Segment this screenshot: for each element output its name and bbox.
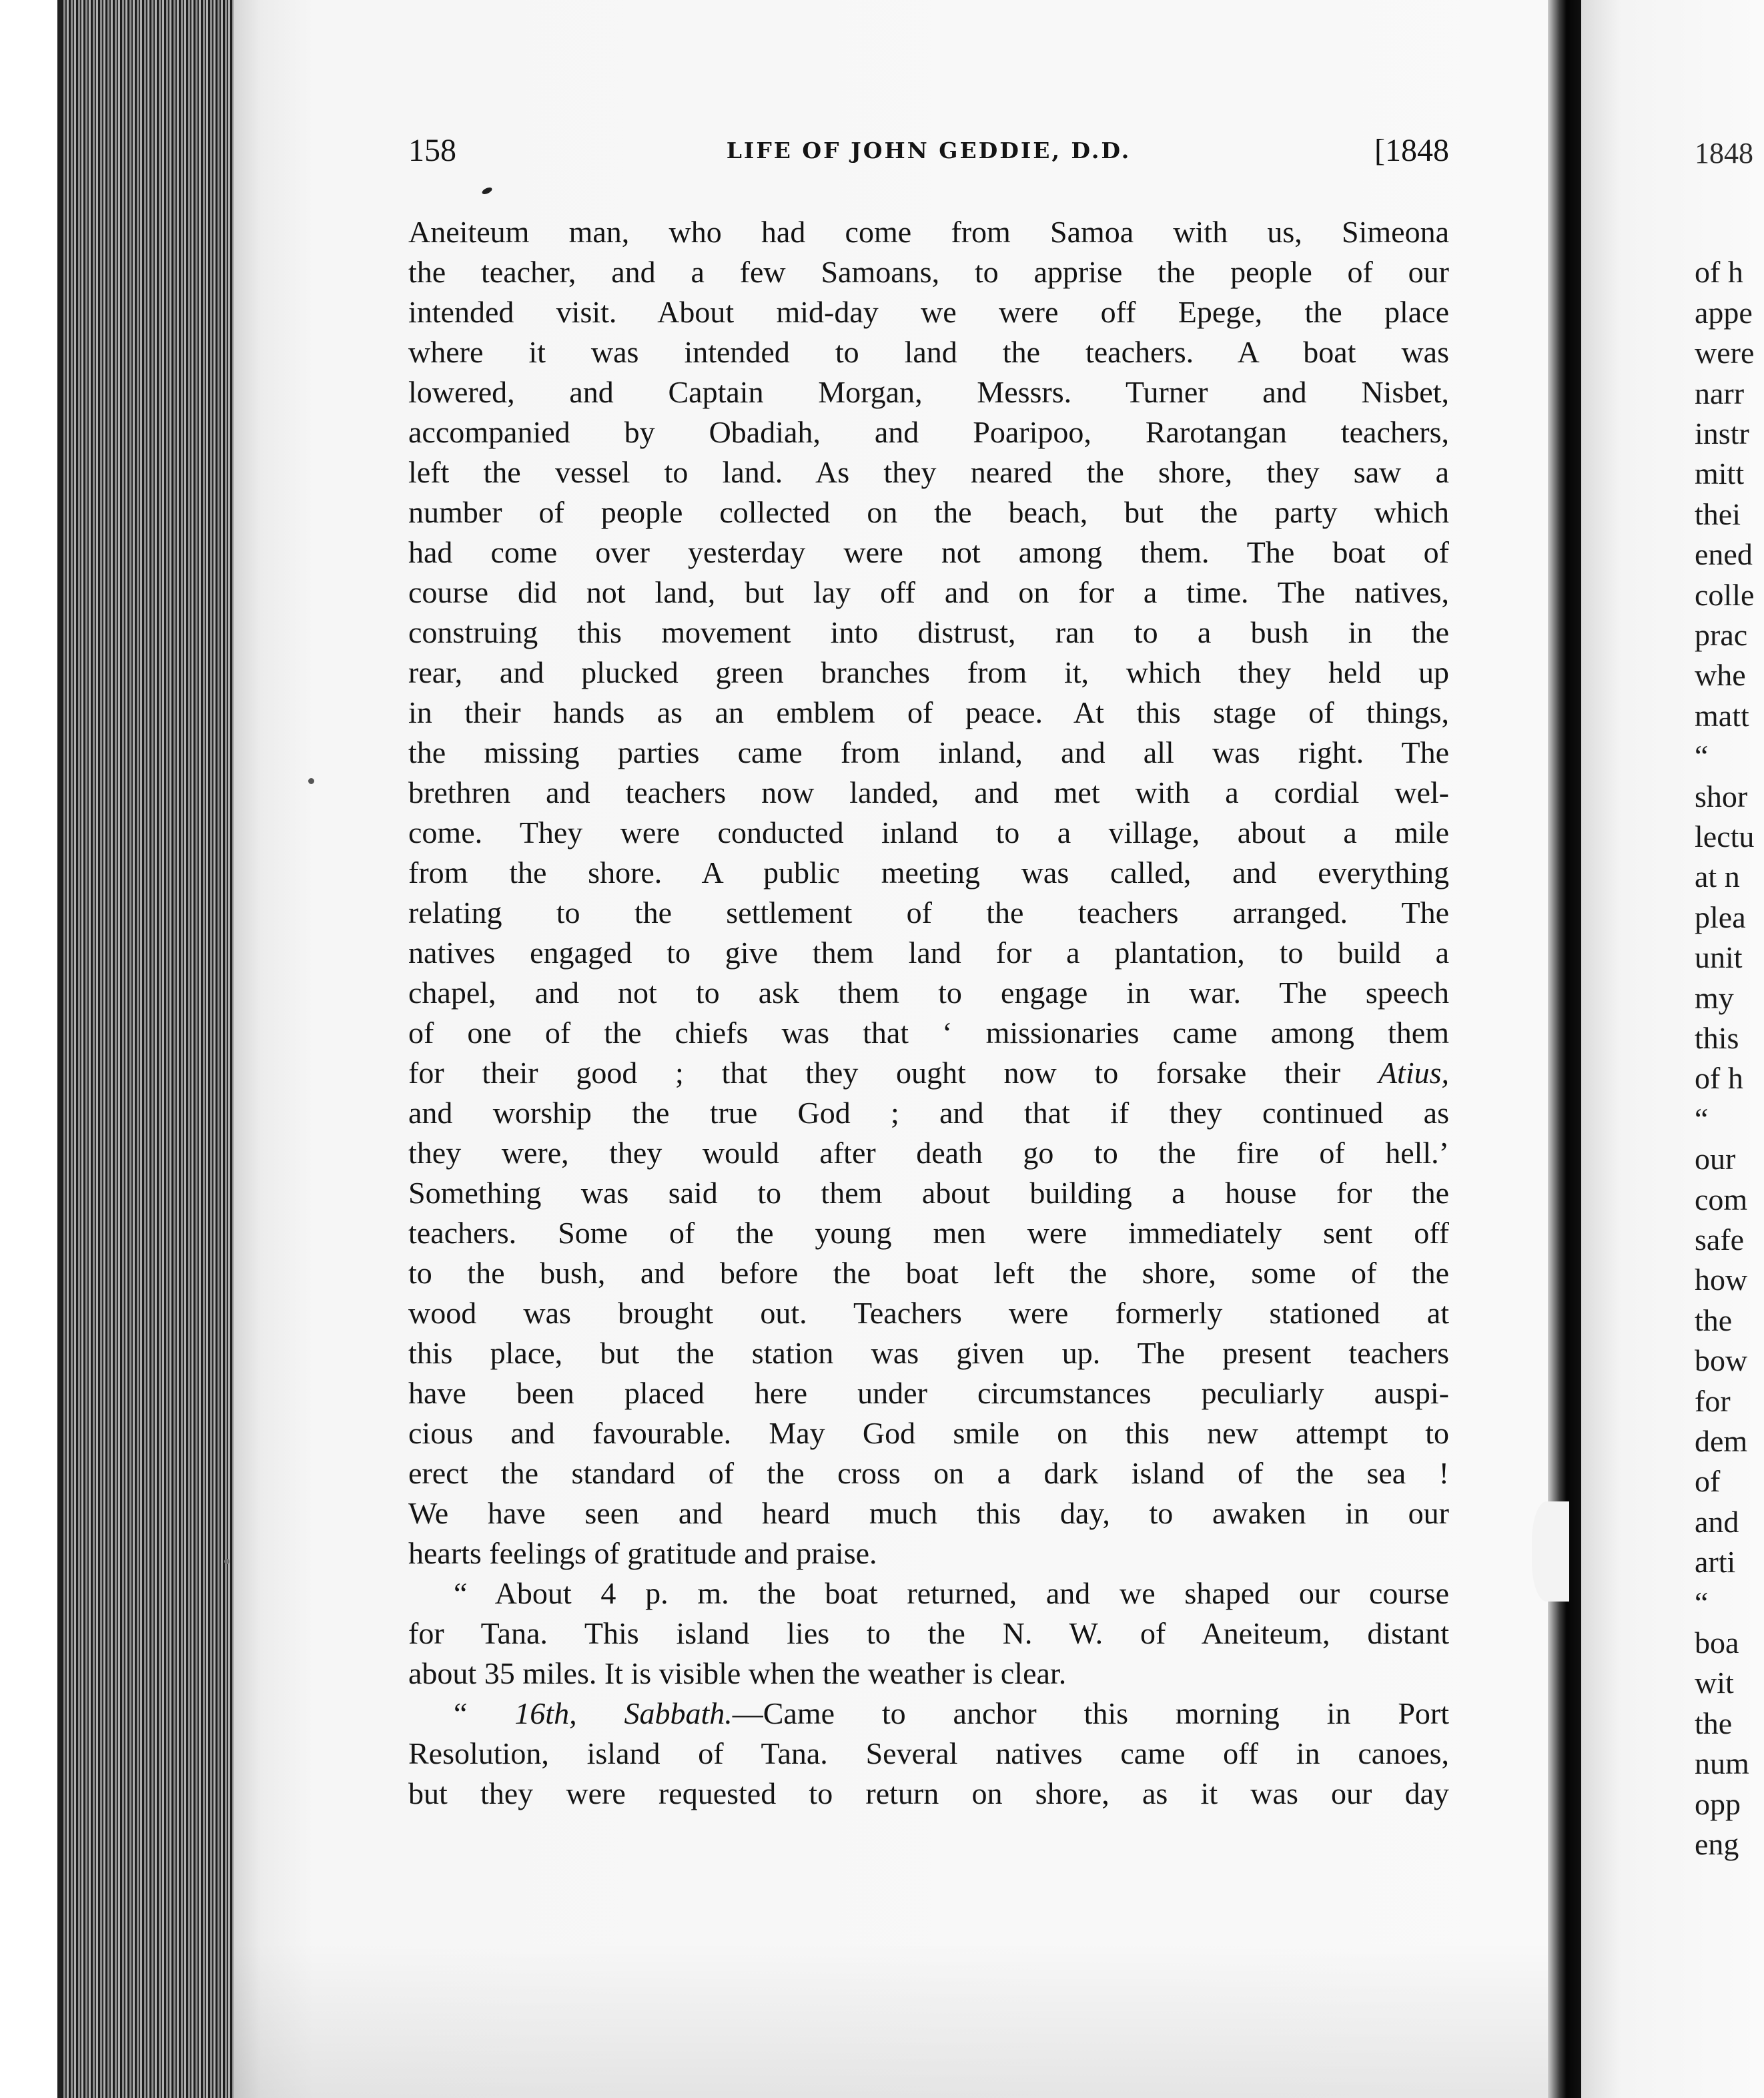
text-line: where it was intended to land the teachers. A boat was bbox=[408, 335, 1449, 369]
margin-speck bbox=[224, 1559, 230, 1564]
text-line bbox=[408, 1694, 1449, 1734]
right-page-year: 1848 bbox=[1695, 137, 1753, 169]
text-line: but they were requested to return on shore, as it was our day bbox=[408, 1776, 1449, 1810]
text-line: Resolution, island of Tana. Several natives came off in canoes, bbox=[408, 1736, 1449, 1770]
right-page-fragment: the bbox=[1695, 1706, 1733, 1740]
text-line bbox=[408, 1053, 1449, 1093]
text-line: had come over yesterday were not among them. The boat of bbox=[408, 535, 1449, 569]
book-page-edges bbox=[61, 0, 234, 2098]
text-line: Something was said to them about building a house for the bbox=[408, 1176, 1449, 1210]
open-quote: “ bbox=[454, 1696, 515, 1730]
right-page-fragment: com bbox=[1695, 1182, 1748, 1216]
text-line: accompanied by Obadiah, and Poaripoo, Rarotangan teachers, bbox=[408, 415, 1449, 449]
right-page-fragment: of bbox=[1695, 1464, 1721, 1499]
right-page-fragment: appe bbox=[1695, 295, 1753, 330]
text-line: hearts feelings of gratitude and praise. bbox=[408, 1536, 877, 1570]
text-line: the teacher, and a few Samoans, to apprise the people of our bbox=[408, 255, 1449, 289]
right-page-fragment: my bbox=[1695, 980, 1734, 1015]
text-line: to the bush, and before the boat left the shore, some of the bbox=[408, 1256, 1449, 1290]
right-page-fragments bbox=[1695, 0, 1764, 2098]
right-page-fragment: safe bbox=[1695, 1222, 1745, 1257]
right-page-fragment: num bbox=[1695, 1746, 1749, 1781]
right-page-fragment: colle bbox=[1695, 577, 1755, 612]
text-line: this place, but the station was given up. The present teachers bbox=[408, 1336, 1449, 1370]
right-page-fragment: of h bbox=[1695, 1061, 1743, 1096]
right-page-fragment: narr bbox=[1695, 376, 1745, 410]
text-line: course did not land, but lay off and on for a time. The natives, bbox=[408, 575, 1449, 609]
text-line: relating to the settlement of the teachers arranged. The bbox=[408, 896, 1449, 930]
text-line: they were, they would after death go to the fire of hell.’ bbox=[408, 1136, 1449, 1170]
right-page-fragment: “ bbox=[1695, 1585, 1709, 1620]
text-line: about 35 miles. It is visible when the weather is clear. bbox=[408, 1656, 1067, 1690]
text-line: chapel, and not to ask them to engage in war. The speech bbox=[408, 976, 1449, 1010]
right-page-fragment: plea bbox=[1695, 900, 1746, 934]
right-page-fragment: at n bbox=[1695, 859, 1740, 894]
text-line: We have seen and heard much this day, to awaken in our bbox=[408, 1496, 1449, 1530]
right-page-fragment: ened bbox=[1695, 537, 1753, 572]
right-page-fragment: instr bbox=[1695, 416, 1749, 450]
text-line: number of people collected on the beach, but the party which bbox=[408, 495, 1449, 529]
right-page-fragment: opp bbox=[1695, 1786, 1741, 1821]
page-clip-mark bbox=[1532, 1501, 1569, 1602]
right-page-fragment: how bbox=[1695, 1263, 1748, 1297]
text-line: wood was brought out. Teachers were formerly stationed at bbox=[408, 1296, 1449, 1330]
right-page-fragment: lectu bbox=[1695, 819, 1755, 853]
right-page-fragment: the bbox=[1695, 1303, 1733, 1337]
right-page-fragment: “ bbox=[1695, 739, 1709, 773]
right-page-fragment: wit bbox=[1695, 1666, 1734, 1700]
text-line: intended visit. About mid-day we were off Epege, the place bbox=[408, 295, 1449, 329]
text-line: construing this movement into distrust, ran to a bush in the bbox=[408, 615, 1449, 649]
text-line: teachers. Some of the young men were immediately sent off bbox=[408, 1216, 1449, 1250]
text-line: rear, and plucked green branches from it, which they held up bbox=[408, 655, 1449, 689]
text-line: come. They were conducted inland to a village, about a mile bbox=[408, 815, 1449, 849]
text-line-part: for their good ; that they ought now to forsake their bbox=[408, 1056, 1378, 1090]
text-line: brethren and teachers now landed, and met with a cordial wel- bbox=[408, 775, 1449, 809]
right-page-fragment: matt bbox=[1695, 698, 1749, 733]
text-line: “ About 4 p. m. the boat returned, and we shaped our course bbox=[454, 1576, 1449, 1610]
right-page-fragment: arti bbox=[1695, 1545, 1736, 1580]
running-head bbox=[408, 132, 1449, 172]
right-page-fragment: of h bbox=[1695, 255, 1743, 290]
right-page-fragment: shor bbox=[1695, 779, 1748, 813]
right-page-fragment: thei bbox=[1695, 496, 1741, 531]
text-line: lowered, and Captain Morgan, Messrs. Turner and Nisbet, bbox=[408, 375, 1449, 409]
book-gutter bbox=[1548, 0, 1581, 2098]
right-page-fragment: whe bbox=[1695, 658, 1746, 693]
right-page-fragment: and bbox=[1695, 1504, 1739, 1539]
text-line: cious and favourable. May God smile on this new attempt to bbox=[408, 1416, 1449, 1450]
page-shadow bbox=[234, 1942, 1568, 2098]
right-page-fragment: boa bbox=[1695, 1626, 1739, 1660]
italic-word: Atius, bbox=[1378, 1056, 1449, 1090]
right-page-fragment: bow bbox=[1695, 1343, 1748, 1378]
right-page-fragment: “ bbox=[1695, 1101, 1709, 1136]
text-line: in their hands as an emblem of peace. At this stage of things, bbox=[408, 695, 1449, 729]
text-line: left the vessel to land. As they neared the shore, they saw a bbox=[408, 455, 1449, 489]
right-page-fragment: eng bbox=[1695, 1827, 1739, 1861]
text-line: for Tana. This island lies to the N. W. of Aneiteum, distant bbox=[408, 1616, 1449, 1650]
text-line: have been placed here under circumstances peculiarly auspi- bbox=[408, 1376, 1449, 1410]
text-line: of one of the chiefs was that ‘ missionaries came among them bbox=[408, 1016, 1449, 1050]
page-number: 158 bbox=[408, 133, 456, 168]
book-title: LIFE OF JOHN GEDDIE, D.D. bbox=[726, 137, 1132, 163]
text-line: and worship the true God ; and that if they continued as bbox=[408, 1096, 1449, 1130]
header-year: [1848 bbox=[1374, 133, 1449, 168]
right-page-fragment: for bbox=[1695, 1383, 1731, 1418]
right-page-fragment: this bbox=[1695, 1021, 1739, 1055]
right-page-fragment: our bbox=[1695, 1142, 1736, 1176]
body-text bbox=[408, 212, 1449, 1814]
text-line-part: —Came to anchor this morning in Port bbox=[732, 1696, 1449, 1730]
right-page-fragment: unit bbox=[1695, 940, 1743, 975]
text-line: erect the standard of the cross on a dark island of the sea ! bbox=[408, 1456, 1449, 1490]
text-line: from the shore. A public meeting was called, and everything bbox=[408, 855, 1449, 890]
text-line: Aneiteum man, who had come from Samoa with us, Simeona bbox=[408, 215, 1449, 249]
right-page-fragment: dem bbox=[1695, 1424, 1748, 1458]
scan-left-edge bbox=[0, 0, 61, 2098]
right-page-fragment: were bbox=[1695, 336, 1755, 370]
margin-speck bbox=[308, 778, 314, 784]
text-line: the missing parties came from inland, and all was right. The bbox=[408, 735, 1449, 769]
italic-date: 16th, Sabbath. bbox=[514, 1696, 733, 1730]
text-line: natives engaged to give them land for a plantation, to build a bbox=[408, 936, 1449, 970]
right-page-fragment: mitt bbox=[1695, 456, 1745, 491]
right-page-fragment: prac bbox=[1695, 618, 1748, 652]
